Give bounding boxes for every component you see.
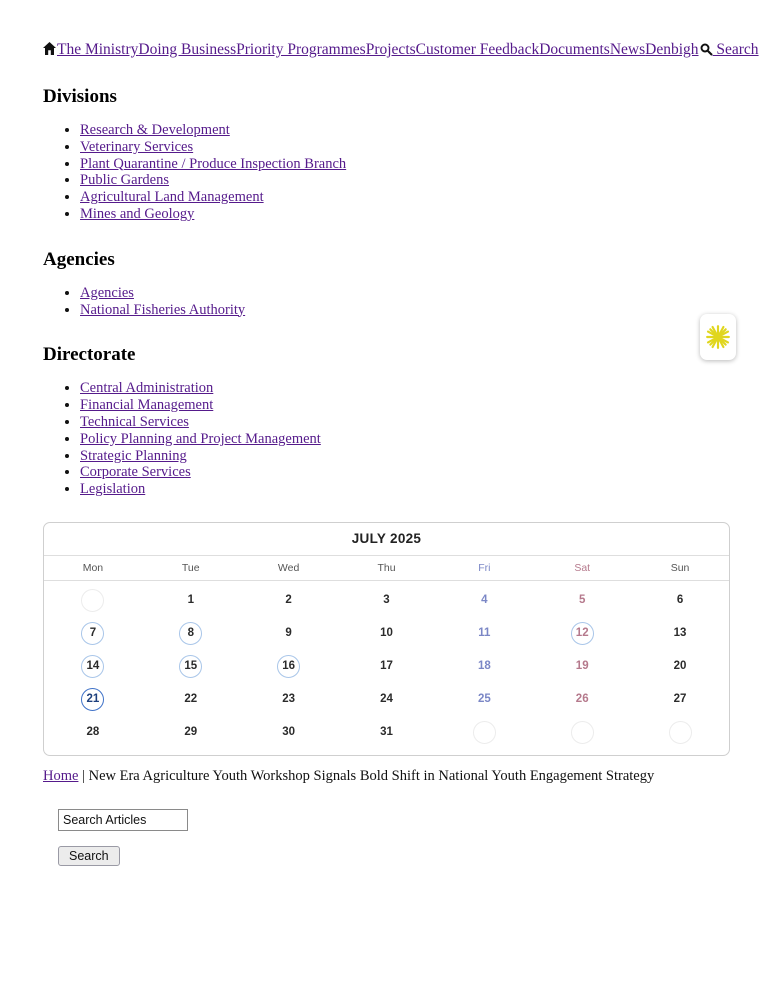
calendar-day-number: 14 — [81, 655, 104, 678]
search-icon — [700, 43, 713, 56]
calendar-day-number: 25 — [477, 693, 491, 706]
breadcrumb — [43, 768, 730, 785]
calendar-day-number: 13 — [673, 627, 687, 640]
calendar-day[interactable] — [44, 650, 142, 683]
division-link[interactable]: Public Gardens — [80, 172, 169, 189]
directorate-link[interactable]: Legislation — [80, 481, 146, 498]
weekday-label: Sun — [670, 561, 690, 574]
calendar-day-number: 7 — [81, 622, 104, 645]
nav-links — [57, 41, 699, 58]
calendar-day[interactable] — [142, 683, 240, 716]
calendar-day[interactable] — [533, 716, 631, 749]
weekday-label: Wed — [277, 561, 300, 574]
calendar-day[interactable] — [435, 683, 533, 716]
section-title-divisions: Divisions — [43, 86, 117, 107]
calendar-day-number: 12 — [571, 622, 594, 645]
division-link[interactable]: Mines and Geology — [80, 205, 195, 222]
calendar-day[interactable] — [435, 650, 533, 683]
list-item — [80, 380, 730, 397]
calendar-day-number: 6 — [676, 594, 684, 607]
list-item — [80, 464, 730, 481]
calendar-day[interactable] — [240, 683, 338, 716]
calendar-day-number: 22 — [184, 693, 198, 706]
calendar-day[interactable] — [240, 650, 338, 683]
calendar-day-number: 5 — [579, 594, 586, 607]
division-link[interactable]: Veterinary Services — [80, 138, 194, 155]
calendar-day-number: 20 — [673, 660, 687, 673]
nav-link[interactable]: Denbigh — [645, 41, 699, 58]
calendar-day-number: 18 — [477, 660, 491, 673]
nav-link[interactable]: Projects — [365, 41, 416, 58]
calendar-day[interactable] — [631, 584, 729, 617]
calendar-day[interactable] — [240, 617, 338, 650]
calendar-day[interactable] — [435, 716, 533, 749]
calendar-day-number — [669, 721, 692, 744]
calendar-day-number: 17 — [380, 660, 393, 673]
list-item — [80, 139, 730, 156]
calendar-day-number: 29 — [184, 726, 198, 739]
calendar-day[interactable] — [44, 617, 142, 650]
nav-link[interactable]: Priority Programmes — [236, 41, 366, 58]
calendar-day[interactable] — [142, 617, 240, 650]
weekday-label: Fri — [478, 561, 491, 574]
calendar-day-number — [571, 721, 594, 744]
section-directorate — [43, 344, 730, 498]
calendar-day[interactable] — [631, 617, 729, 650]
nav-link[interactable]: The Ministry — [57, 41, 139, 58]
calendar-day[interactable] — [338, 683, 436, 716]
calendar-day-number: 11 — [478, 627, 491, 640]
home-breadcrumb-link[interactable]: Home — [43, 767, 79, 784]
calendar-day-number: 24 — [380, 693, 393, 706]
calendar-day[interactable] — [631, 716, 729, 749]
calendar-title: JULY 2025 — [44, 523, 729, 556]
directorate-link[interactable]: Financial Management — [80, 397, 214, 414]
list-item — [80, 448, 730, 465]
list-item — [80, 206, 730, 223]
calendar-day[interactable] — [533, 584, 631, 617]
divisions-list — [43, 122, 730, 223]
directorate-link[interactable]: Technical Services — [80, 413, 189, 430]
calendar-day-number: 1 — [187, 594, 194, 607]
calendar-day-number: 8 — [179, 622, 202, 645]
calendar-day-number: 21 — [81, 688, 104, 711]
nav-link[interactable]: News — [609, 41, 646, 58]
list-item — [80, 302, 730, 319]
calendar-day-number: 4 — [481, 594, 488, 607]
division-link[interactable]: Plant Quarantine / Produce Inspection Branch — [80, 155, 347, 172]
calendar-day[interactable] — [338, 650, 436, 683]
calendar-day[interactable] — [240, 716, 338, 749]
calendar-day[interactable] — [631, 650, 729, 683]
calendar-day[interactable] — [142, 650, 240, 683]
calendar-day[interactable] — [533, 650, 631, 683]
calendar-day-number: 30 — [282, 726, 296, 739]
nav-link[interactable]: Documents — [539, 41, 610, 58]
list-item — [80, 481, 730, 498]
list-item — [80, 431, 730, 448]
list-item — [80, 285, 730, 302]
list-item — [80, 414, 730, 431]
section-title-directorate: Directorate — [43, 344, 136, 366]
calendar-day[interactable] — [533, 683, 631, 716]
calendar-day[interactable] — [533, 617, 631, 650]
weekday-label: Sat — [574, 561, 591, 574]
calendar-day[interactable] — [142, 716, 240, 749]
division-link[interactable]: Agricultural Land Management — [80, 189, 264, 206]
calendar-day-number: 9 — [285, 627, 292, 640]
nav-search-label: Search — [712, 41, 759, 58]
directorate-link[interactable]: Policy Planning and Project Management — [80, 430, 321, 447]
calendar-day-number: 28 — [86, 726, 100, 739]
calendar-day-number: 3 — [383, 594, 390, 607]
nav-search-link[interactable] — [699, 41, 759, 58]
weekday-label: Thu — [377, 561, 396, 574]
calendar-weekday-row — [44, 556, 729, 581]
directorate-link[interactable]: Strategic Planning — [80, 447, 187, 464]
section-divisions — [43, 86, 730, 223]
division-link[interactable]: Research & Development — [80, 122, 230, 138]
calendar-day[interactable] — [338, 716, 436, 749]
article-search-area — [58, 809, 730, 866]
calendar-day[interactable] — [240, 584, 338, 617]
article-title: New Era Agriculture Youth Workshop Signals Bold Shift in National Youth Engagement Strategy — [88, 767, 655, 784]
calendar-day-number: 2 — [285, 594, 292, 607]
list-item — [80, 397, 730, 414]
calendar-day[interactable] — [44, 683, 142, 716]
asterisk-icon — [703, 322, 733, 352]
section-agencies — [43, 249, 730, 319]
calendar-day[interactable] — [44, 584, 142, 617]
calendar-widget — [43, 522, 730, 756]
calendar-day[interactable] — [631, 683, 729, 716]
directorate-link[interactable]: Corporate Services — [80, 464, 191, 481]
home-link[interactable] — [43, 41, 56, 58]
calendar-day[interactable] — [142, 584, 240, 617]
calendar-day-number: 16 — [277, 655, 300, 678]
articles-search-input[interactable] — [58, 809, 188, 831]
directorate-link[interactable]: Central Administration — [80, 380, 214, 397]
calendar-day-number: 27 — [673, 693, 687, 706]
list-item — [80, 156, 730, 173]
calendar-day-number: 31 — [380, 726, 393, 739]
section-title-agencies: Agencies — [43, 248, 115, 270]
calendar-day-number: 15 — [179, 655, 202, 678]
accessibility-widget[interactable] — [700, 314, 736, 360]
calendar-day-number: 19 — [575, 660, 589, 673]
home-icon — [43, 42, 56, 55]
calendar-day-number: 23 — [282, 693, 296, 706]
directorate-list — [43, 380, 730, 498]
nav-link[interactable]: Doing Business — [138, 41, 237, 58]
list-item — [80, 172, 730, 189]
list-item — [80, 189, 730, 206]
agencies-list — [43, 285, 730, 319]
calendar-day-number: 10 — [380, 627, 393, 640]
breadcrumb-separator: | — [78, 767, 89, 784]
list-item — [80, 122, 730, 139]
agency-link[interactable]: National Fisheries Authority — [80, 301, 246, 318]
calendar-day-number — [81, 589, 104, 612]
weekday-label: Mon — [82, 561, 104, 574]
calendar-day[interactable] — [338, 617, 436, 650]
calendar-day-number — [473, 721, 496, 744]
calendar-day[interactable] — [435, 617, 533, 650]
weekday-label: Tue — [181, 561, 200, 574]
calendar-grid — [44, 581, 729, 755]
calendar-day[interactable] — [44, 716, 142, 749]
nav-link[interactable]: Customer Feedback — [415, 41, 540, 58]
agency-link[interactable]: Agencies — [80, 284, 134, 301]
top-nav — [43, 40, 759, 60]
calendar-day[interactable] — [338, 584, 436, 617]
calendar-day-number: 26 — [575, 693, 589, 706]
search-button[interactable]: Search — [58, 846, 120, 866]
calendar-day[interactable] — [435, 584, 533, 617]
